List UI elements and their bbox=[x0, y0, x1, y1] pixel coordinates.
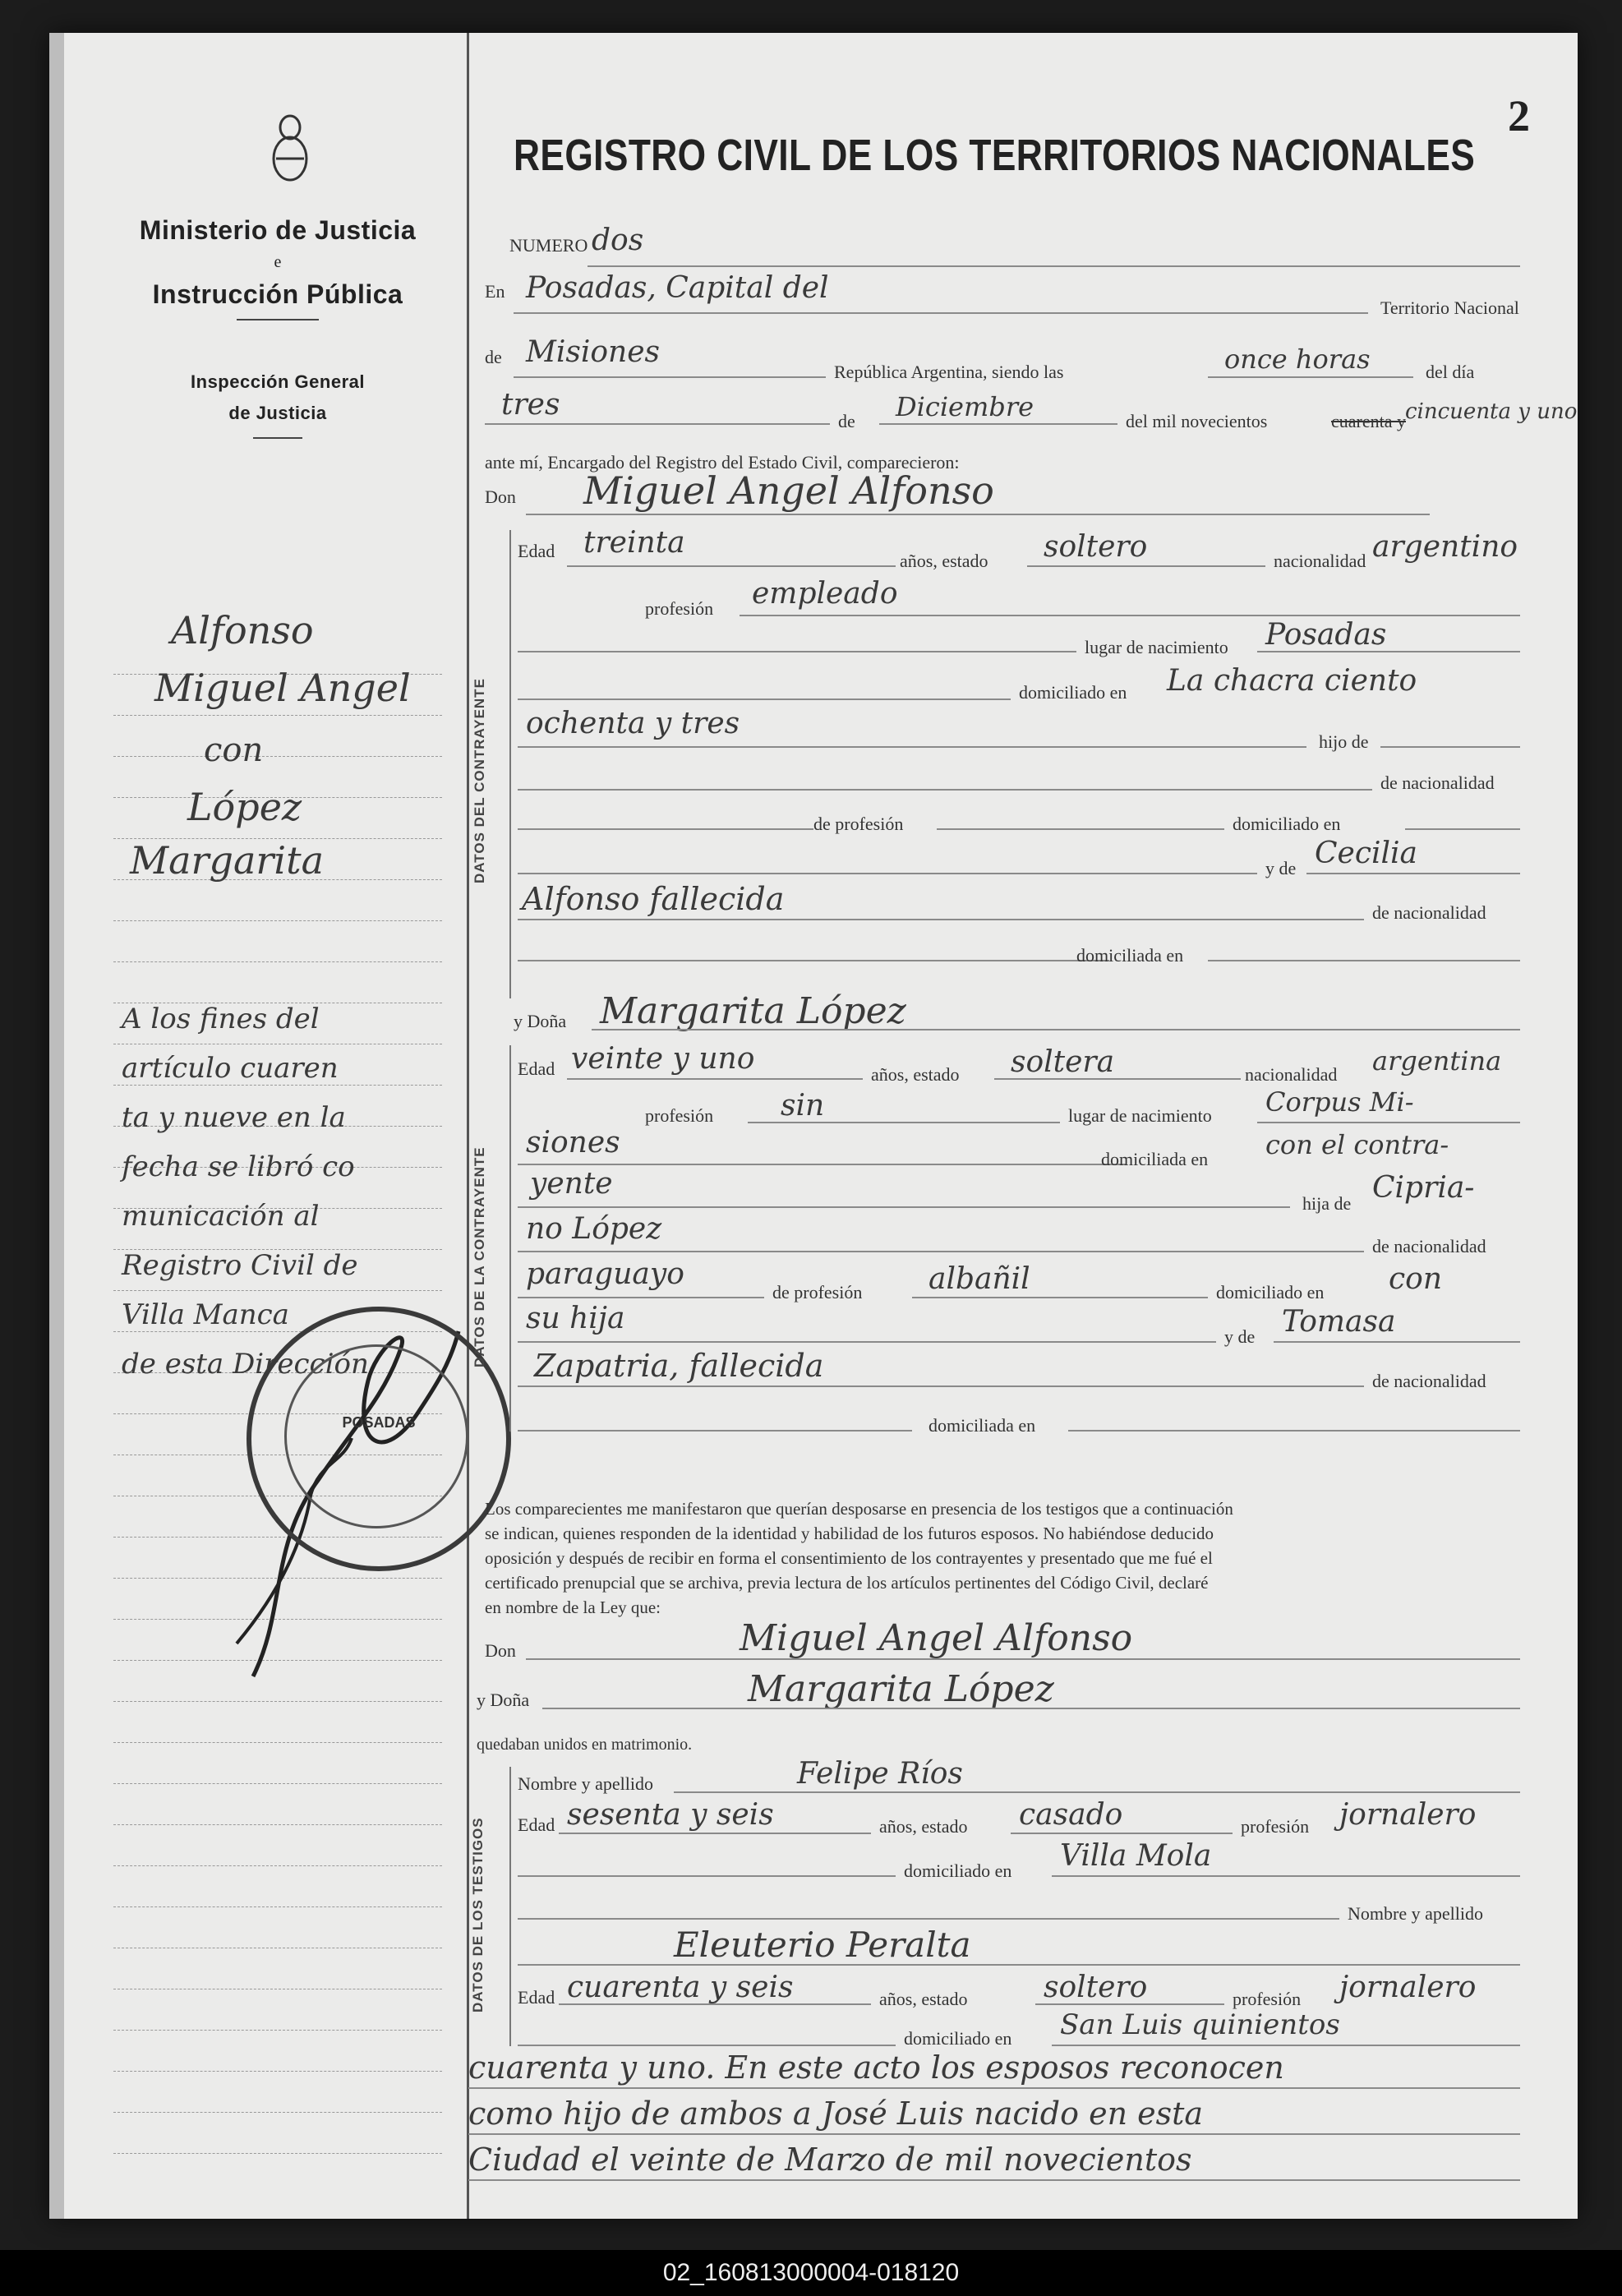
ministry-line-3: Instrucción Pública bbox=[152, 279, 403, 309]
contrayenta-madre-2: Zapatria, fallecida bbox=[534, 1348, 824, 1384]
contrayenta-nombre: Margarita López bbox=[600, 990, 906, 1032]
testigos-section-label: DATOS DE LOS TESTIGOS bbox=[470, 1817, 486, 2012]
nombre-2-label: Nombre y apellido bbox=[1348, 1903, 1483, 1924]
ante-mi-text: ante mí, Encargado del Registro del Estado Civil, comparecieron: bbox=[485, 452, 960, 473]
territorio-label: Territorio Nacional bbox=[1380, 297, 1519, 318]
ministry-line-1: Ministerio de Justicia bbox=[139, 215, 417, 245]
domiciliada-label: domiciliada en bbox=[1076, 945, 1184, 966]
contrayente-lugar: Posadas bbox=[1265, 618, 1387, 652]
profesion-3-label: profesión bbox=[1241, 1816, 1310, 1837]
ministry-line-2: e bbox=[274, 253, 282, 271]
extra-line-3: Ciudad el veinte de Marzo de mil novecientos bbox=[468, 2142, 1192, 2178]
margin-note-1: A los fines del bbox=[122, 1003, 320, 1035]
domiciliada-2-label: domiciliada en bbox=[1101, 1149, 1209, 1169]
de-prof-label: de profesión bbox=[813, 814, 904, 834]
numero-value: dos bbox=[592, 224, 644, 257]
anios-estado-2-label: años, estado bbox=[871, 1064, 960, 1085]
margin-name-2: Miguel Angel bbox=[154, 666, 411, 710]
de-nac-2-label: de nacionalidad bbox=[1372, 902, 1486, 923]
contrayenta-domicilio-2: yente bbox=[530, 1167, 613, 1201]
register-page bbox=[49, 33, 1578, 2219]
contrayente-nacionalidad: argentino bbox=[1372, 530, 1518, 564]
contrayente-madre-2: Alfonso fallecida bbox=[522, 881, 785, 917]
contrayente-profesion: empleado bbox=[752, 577, 898, 611]
declaracion-don: Miguel Angel Alfonso bbox=[740, 1617, 1133, 1659]
testigo-1-domicilio: Villa Mola bbox=[1060, 1839, 1212, 1873]
del-dia-label: del día bbox=[1426, 362, 1475, 382]
de-value: Misiones bbox=[526, 335, 661, 369]
don-label: Don bbox=[485, 486, 516, 507]
domiciliado-4-label: domiciliado en bbox=[904, 1860, 1012, 1881]
edad-2-label: Edad bbox=[518, 1058, 555, 1079]
testigo-2-edad: cuarenta y seis bbox=[567, 1971, 794, 2004]
contrayente-edad: treinta bbox=[583, 526, 685, 560]
contrayenta-edad: veinte y uno bbox=[571, 1042, 755, 1076]
hijo-label: hijo de bbox=[1319, 731, 1369, 752]
domiciliado-3-label: domiciliado en bbox=[1216, 1282, 1325, 1302]
mes-value: Diciembre bbox=[896, 391, 1034, 422]
anios-estado-4-label: años, estado bbox=[879, 1989, 968, 2009]
margin-name-4: López bbox=[187, 785, 302, 829]
contrayente-estado: soltero bbox=[1044, 530, 1148, 564]
nombre-label: Nombre y apellido bbox=[518, 1773, 653, 1794]
republica-label: República Argentina, siendo las bbox=[834, 362, 1064, 382]
declaracion-line-2: se indican, quienes responden de la identidad y habilidad de los futuros esposos. No habiéndose deducido bbox=[485, 1524, 1214, 1543]
margin-note-4: fecha se libró co bbox=[122, 1150, 355, 1183]
testigo-1-estado: casado bbox=[1019, 1798, 1123, 1832]
edad-3-label: Edad bbox=[518, 1814, 555, 1835]
domiciliada-3-label: domiciliada en bbox=[929, 1415, 1036, 1436]
contrayente-domicilio: La chacra ciento bbox=[1167, 664, 1417, 698]
margin-note-7: Villa Manca bbox=[122, 1298, 289, 1331]
padre-domicilio: con bbox=[1389, 1262, 1443, 1296]
anios-estado-label: años, estado bbox=[900, 551, 988, 571]
lugar-2-label: lugar de nacimiento bbox=[1068, 1105, 1212, 1126]
contrayenta-domicilio: con el contra- bbox=[1265, 1129, 1449, 1160]
domiciliado-label: domiciliado en bbox=[1019, 682, 1127, 703]
page-title: REGISTRO CIVIL DE LOS TERRITORIOS NACIONALES bbox=[514, 131, 1476, 180]
contrayenta-padre: Cipria- bbox=[1372, 1171, 1475, 1205]
testigo-2-domicilio: San Luis quinientos bbox=[1060, 2008, 1340, 2041]
extra-line-1: cuarenta y uno. En este acto los esposos reconocen bbox=[468, 2049, 1284, 2086]
padre-profesion: albañil bbox=[929, 1262, 1030, 1296]
en-value: Posadas, Capital del bbox=[526, 271, 829, 305]
y-de-label: y de bbox=[1265, 858, 1297, 878]
declaracion-line-1: Los comparecientes me manifestaron que querían desposarse en presencia de los testigos que a continuación bbox=[485, 1499, 1233, 1519]
testigo-2-nombre: Eleuterio Peralta bbox=[674, 1925, 971, 1965]
de-nac-label: de nacionalidad bbox=[1380, 772, 1495, 793]
profesion-4-label: profesión bbox=[1233, 1989, 1302, 2009]
coat-of-arms-icon bbox=[270, 111, 311, 185]
margin-column bbox=[64, 33, 469, 2219]
contrayenta-estado: soltera bbox=[1011, 1045, 1115, 1079]
contrayenta-bracket bbox=[509, 1045, 511, 1432]
lugar-label: lugar de nacimiento bbox=[1085, 637, 1228, 657]
stamp-text: POSADAS bbox=[342, 1414, 416, 1431]
declaracion-line-4: certificado prenupcial que se archiva, previa lectura de los artículos pertinentes del Código Civil, declaré bbox=[485, 1573, 1209, 1593]
y-de-2-label: y de bbox=[1224, 1326, 1256, 1347]
testigos-bracket bbox=[509, 1767, 511, 2046]
testigo-2-estado: soltero bbox=[1044, 1971, 1148, 2004]
padre-domicilio-2: su hija bbox=[526, 1302, 625, 1335]
margin-note-3: ta y nueve en la bbox=[122, 1101, 346, 1134]
tachado-text: cuarenta y bbox=[1331, 411, 1406, 431]
divider bbox=[237, 319, 319, 320]
contrayenta-nacionalidad: argentina bbox=[1372, 1045, 1502, 1077]
margin-name-3: con bbox=[204, 731, 264, 769]
edad-4-label: Edad bbox=[518, 1987, 555, 2008]
mil-label: del mil novecientos bbox=[1126, 411, 1268, 431]
margin-name-5: Margarita bbox=[130, 838, 324, 883]
margin-note-6: Registro Civil de bbox=[122, 1249, 358, 1282]
de2-label: de bbox=[838, 411, 855, 431]
numero-label: NUMERO bbox=[509, 235, 588, 256]
contrayenta-padre-2: no López bbox=[526, 1212, 662, 1246]
testigo-1-edad: sesenta y seis bbox=[567, 1798, 774, 1832]
unidos-text: quedaban unidos en matrimonio. bbox=[477, 1736, 693, 1754]
margin-note-5: municación al bbox=[122, 1200, 320, 1233]
hora-value: once horas bbox=[1224, 343, 1371, 375]
de-nac-3-label: de nacionalidad bbox=[1372, 1236, 1486, 1256]
anio-value: cincuenta y uno bbox=[1405, 399, 1578, 424]
declaracion-dona: Margarita López bbox=[748, 1668, 1054, 1710]
hija-label: hija de bbox=[1302, 1193, 1352, 1214]
main-form bbox=[468, 33, 1578, 2219]
nacionalidad-label: nacionalidad bbox=[1274, 551, 1366, 571]
margin-note-2: artículo cuaren bbox=[122, 1052, 339, 1085]
don-2-label: Don bbox=[485, 1640, 516, 1661]
testigo-1-nombre: Felipe Ríos bbox=[797, 1757, 963, 1791]
contrayenta-section-label: DATOS DE LA CONTRAYENTE bbox=[472, 1146, 487, 1368]
anios-estado-3-label: años, estado bbox=[879, 1816, 968, 1837]
inspection-line-1: Inspección General bbox=[191, 371, 365, 392]
edad-label: Edad bbox=[518, 541, 555, 561]
contrayente-domicilio-2: ochenta y tres bbox=[526, 707, 740, 740]
contrayente-nombre: Miguel Angel Alfonso bbox=[583, 468, 994, 513]
inspection-line-2: de Justicia bbox=[228, 403, 327, 423]
dia-value: tres bbox=[501, 388, 560, 422]
margin-note-8: de esta Dirección bbox=[122, 1348, 369, 1381]
nacionalidad-2-label: nacionalidad bbox=[1245, 1064, 1338, 1085]
domiciliado-5-label: domiciliado en bbox=[904, 2028, 1012, 2049]
dona-2-label: y Doña bbox=[477, 1690, 530, 1710]
page-number: 2 bbox=[1508, 91, 1530, 141]
image-caption: 02_160813000004-018120 bbox=[0, 2250, 1622, 2296]
declaracion-line-5: en nombre de la Ley que: bbox=[485, 1598, 661, 1617]
declaracion-line-3: oposición y después de recibir en forma el consentimiento de los contrayentes y presentado que me fué el bbox=[485, 1548, 1213, 1568]
contrayenta-lugar: Corpus Mi- bbox=[1265, 1086, 1414, 1118]
divider bbox=[253, 437, 302, 439]
extra-line-2: como hijo de ambos a José Luis nacido en esta bbox=[468, 2095, 1204, 2132]
de-nac-4-label: de nacionalidad bbox=[1372, 1371, 1486, 1391]
book-spine bbox=[49, 33, 64, 2219]
testigo-2-profesion: jornalero bbox=[1339, 1971, 1477, 2004]
padre-nacionalidad: paraguayo bbox=[526, 1257, 684, 1291]
de-label: de bbox=[485, 347, 502, 367]
profesion-2-label: profesión bbox=[645, 1105, 714, 1126]
domiciliado-2-label: domiciliado en bbox=[1233, 814, 1341, 834]
contrayenta-lugar-2: siones bbox=[526, 1126, 620, 1160]
margin-name-1: Alfonso bbox=[171, 608, 314, 652]
en-label: En bbox=[485, 281, 505, 302]
profesion-label: profesión bbox=[645, 598, 714, 619]
dona-label: y Doña bbox=[514, 1011, 567, 1031]
contrayenta-madre: Tomasa bbox=[1282, 1305, 1396, 1339]
contrayente-madre: Cecilia bbox=[1315, 837, 1418, 870]
contrayenta-profesion: sin bbox=[781, 1089, 825, 1123]
testigo-1-profesion: jornalero bbox=[1339, 1798, 1477, 1832]
de-prof-2-label: de profesión bbox=[772, 1282, 863, 1302]
stamp-inner-ring bbox=[284, 1344, 468, 1528]
contrayente-section-label: DATOS DEL CONTRAYENTE bbox=[472, 678, 487, 883]
contrayente-bracket bbox=[509, 530, 511, 998]
